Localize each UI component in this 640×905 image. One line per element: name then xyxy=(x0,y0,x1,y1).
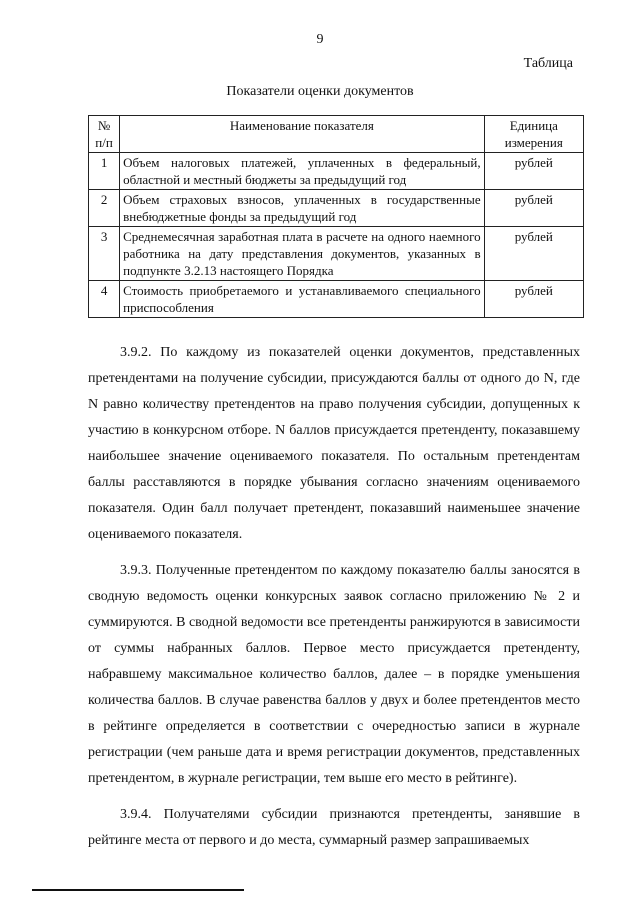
table-header-row xyxy=(89,116,584,153)
row-number: 1 xyxy=(89,153,120,190)
row-name: Среднемесячная заработная плата в расчете на одного наемного работника на дату представления документов, указанных в подпункте 3.2.13 настоящего Порядка xyxy=(120,227,484,281)
header-name: Наименование показателя xyxy=(120,116,484,153)
table-row xyxy=(89,227,584,281)
paragraph-3-9-4: 3.9.4. Получателями субсидии признаются претенденты, занявшие в рейтинге места от первого и до места, суммарный размер запрашиваемых xyxy=(88,807,580,848)
row-number: 2 xyxy=(89,190,120,227)
body-text xyxy=(88,340,580,864)
row-name: Объем страховых взносов, уплаченных в государственные внебюджетные фонды за предыдущий год xyxy=(120,190,484,227)
table-row xyxy=(89,281,584,318)
table-title: Показатели оценки документов xyxy=(226,84,414,99)
table-row xyxy=(89,153,584,190)
header-unit: Единица измерения xyxy=(484,116,583,153)
row-unit: рублей xyxy=(484,190,583,227)
header-number: № п/п xyxy=(89,116,120,153)
table-row xyxy=(89,190,584,227)
row-name: Объем налоговых платежей, уплаченных в федеральный, областной и местный бюджеты за предыдущий год xyxy=(120,153,484,190)
row-number: 4 xyxy=(89,281,120,318)
row-unit: рублей xyxy=(484,227,583,281)
row-name: Стоимость приобретаемого и устанавливаемого специального приспособления xyxy=(120,281,484,318)
indicators-table xyxy=(88,115,584,318)
footnote-rule xyxy=(32,889,244,891)
row-number: 3 xyxy=(89,227,120,281)
row-unit: рублей xyxy=(484,281,583,318)
row-unit: рублей xyxy=(484,153,583,190)
page-number: 9 xyxy=(316,32,324,47)
paragraph-3-9-3: 3.9.3. Полученные претендентом по каждому показателю баллы заносятся в сводную ведомость оценки конкурсных заявок согласно приложению № 2 и суммируются. В сводной ведомости все претенденты ранжируются в зависимости от суммы набранных баллов. Первое место присуждается претенденту, набравшему максимальное количество баллов, далее – в порядке уменьшения количества баллов. В случае равенства баллов у двух и более претендентов место в рейтинге определяется в соответствии с очередностью записи в журнале регистрации (чем раньше дата и время регистрации документов, представленных претендентом, в журнале регистрации, тем выше его место в рейтинге). xyxy=(88,563,580,786)
paragraph-3-9-2: 3.9.2. По каждому из показателей оценки документов, представленных претендентами на получение субсидии, присуждаются баллы от одного до N, где N равно количеству претендентов на право получения субсидии, допущенных к участию в конкурсном отборе. N баллов присуждается претенденту, показавшему наибольшее значение оцениваемого показателя. По остальным претендентам баллы расставляются в порядке убывания согласно значениям оцениваемого показателя. Один балл получает претендент, показавший наименьшее значение оцениваемого показателя. xyxy=(88,345,580,542)
table-caption: Таблица xyxy=(523,56,573,71)
